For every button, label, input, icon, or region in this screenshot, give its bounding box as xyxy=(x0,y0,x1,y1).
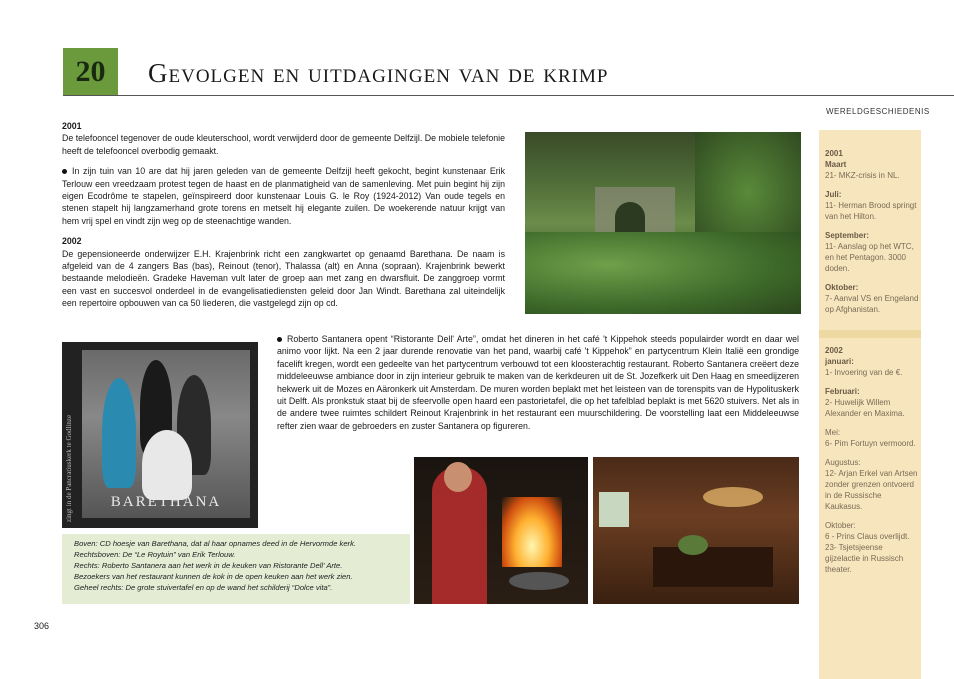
sidebar-event: 6 - Prins Claus overlijdt. 23- Tsjetsjeense gijzelactie in Russisch theater. xyxy=(825,532,910,574)
article-restaurant xyxy=(277,333,799,432)
year-heading-2001: 2001 xyxy=(62,121,82,131)
sidebar-event: 11- Herman Brood springt van het Hilton. xyxy=(825,201,917,221)
cd-cover-photo xyxy=(62,342,258,528)
caption-line: Bezoekers van het restaurant kunnen de kok in de open keuken aan het werk zien. xyxy=(74,572,353,581)
sidebar-event: 1- Invoering van de €. xyxy=(825,368,903,377)
sidebar-month: Februari: xyxy=(825,387,860,396)
sidebar-event: 21- MKZ-crisis in NL. xyxy=(825,171,900,180)
caption-line: Rechtsboven: De “Le Roytuin” van Erik Terlouw. xyxy=(74,550,236,559)
paragraph-barethana: De gepensioneerde onderwijzer E.H. Krajenbrink richt een zangkwartet op genaamd Barethana. De naam is afgeleid van de 4 zangers Bas (bas), Reinout (tenor), Thalassa (alt) en Anna (sopraan). Krajenbrink bewerkt bestaande melodieën. Gradeke Haveman vult later de groep aan met zang en dwarsfluit. De zanggroep vormt een vast en succesvol onderdeel in de evangelisatiediensten geleid door Jan Windt. Barethana zal uiteindelijk een repertoire opbouwen van ca 50 liederen, die vastgelegd zijn op cd. xyxy=(62,248,505,309)
sidebar-event: 7- Aanval VS en Engeland op Afghanistan. xyxy=(825,294,919,314)
bullet-icon xyxy=(277,337,282,342)
sidebar-year: 2001 xyxy=(825,149,843,158)
sidebar-month: Mei: xyxy=(825,428,841,437)
garden-photo xyxy=(525,132,801,314)
sidebar-separator xyxy=(819,330,921,338)
sidebar-month: Maart xyxy=(825,160,847,169)
cd-band-name: BARETHANA xyxy=(110,494,222,510)
sidebar-month: Augustus: xyxy=(825,458,861,467)
restaurant-interior-photo xyxy=(593,457,799,604)
chapter-number: 20 xyxy=(63,48,118,95)
sidebar-month: Oktober: xyxy=(825,521,856,530)
sidebar-year: 2002 xyxy=(825,346,843,355)
paragraph-ecodrome: In zijn tuin van 10 are dat hij jaren geleden van de gemeente Delfzijl heeft gekocht, begint kunstenaar Erik Terlouw een vreedzaam protest tegen de haast en de planmatigheid van de samenleving. Met puin begint hij zijn eigen Ecodrôme te stapelen, geïnspireerd door kunstenaar Louis G. le Roy (1924-2012) Van oude tegels en stenen stapelt hij langzamerhand grote torens en metselt hij elegante zuilen. De woekerende natuur krijgt van hem vrij spel en vindt zijn weg op de steenachtige wanden. xyxy=(62,166,505,226)
sidebar-month: Oktober: xyxy=(825,283,859,292)
header-rule xyxy=(63,95,954,96)
year-heading-2002: 2002 xyxy=(62,236,82,247)
article-top xyxy=(62,120,505,310)
bullet-icon xyxy=(62,169,67,174)
page-number: 306 xyxy=(34,621,50,631)
sidebar-heading: WERELDGESCHIEDENIS xyxy=(826,107,930,116)
sidebar-timeline xyxy=(819,130,921,679)
paragraph-ristorante: Roberto Santanera opent “Ristorante Dell' Arte”, omdat het dineren in het café 't Kippehok steeds populairder wordt en daar wel animo voor lijkt. Na een 2 jaar durende renovatie van het pand, waarbij café 't Kippehok” en partycentrum Klein Italië een grondige facelift kregen, wordt een gedeelte van het partycentrum verbouwd tot een kloosterachtig restaurant. Roberto Santanera creëert deze middeleeuwse ambiance door in zijn interieur gebruik te maken van de kerkdeuren uit de St. Jozefkerk uit Den Haag en smeedijzeren hekwerk uit de Mozes en Aäronkerk uit Amsterdam. De muren worden beplakt met het leisteen van de torenspits van de Hypolituskerk uit Delft. Als pronkstuk staat bij de sfeervolle open haard een pastorietafel, die op het tafelblad beplakt is met 5620 stuivers. Net als in de andere twee ruimtes schildert Reinout Krajenbrink in het restaurant een muurschildering. De voorstelling laat een Middeleeuwse refter zien waar de gebroeders en zuster Santanera op figureren. xyxy=(277,334,799,431)
sidebar-month: januari: xyxy=(825,357,854,366)
sidebar-event: 2- Huwelijk Willem Alexander en Maxima. xyxy=(825,398,905,418)
caption-line: Geheel rechts: De grote stuivertafel en op de wand het schilderij “Dolce vita”. xyxy=(74,583,333,592)
sidebar-group-2001 xyxy=(825,148,919,323)
sidebar-event: 6- Pim Fortuyn vermoord. xyxy=(825,439,916,448)
caption-line: Boven: CD hoesje van Barethana, dat al haar opnames deed in de Hervormde kerk. xyxy=(74,539,356,548)
sidebar-month: September: xyxy=(825,231,870,240)
cd-spine-text: zingt in de Pancratiuskerk te Godlinze xyxy=(65,414,73,522)
photo-caption xyxy=(62,534,410,604)
sidebar-group-2002 xyxy=(825,345,919,583)
chef-kitchen-photo xyxy=(414,457,588,604)
sidebar-event: 11- Aanslag op het WTC, en het Pentagon. 3000 doden. xyxy=(825,242,914,273)
sidebar-event: 12- Arjan Erkel van Artsen zonder grenzen ontvoerd in de Russische Kaukasus. xyxy=(825,469,918,511)
sidebar-month: Juli: xyxy=(825,190,842,199)
chapter-title: Gevolgen en uitdagingen van de krimp xyxy=(148,58,609,88)
paragraph-telefooncel: De telefooncel tegenover de oude kleuterschool, wordt verwijderd door de gemeente Delfzijl. De mobiele telefonie heeft de telefooncel overbodig gemaakt. xyxy=(62,133,505,156)
caption-line: Rechts: Roberto Santanera aan het werk in de keuken van Ristorante Dell' Arte. xyxy=(74,561,343,570)
